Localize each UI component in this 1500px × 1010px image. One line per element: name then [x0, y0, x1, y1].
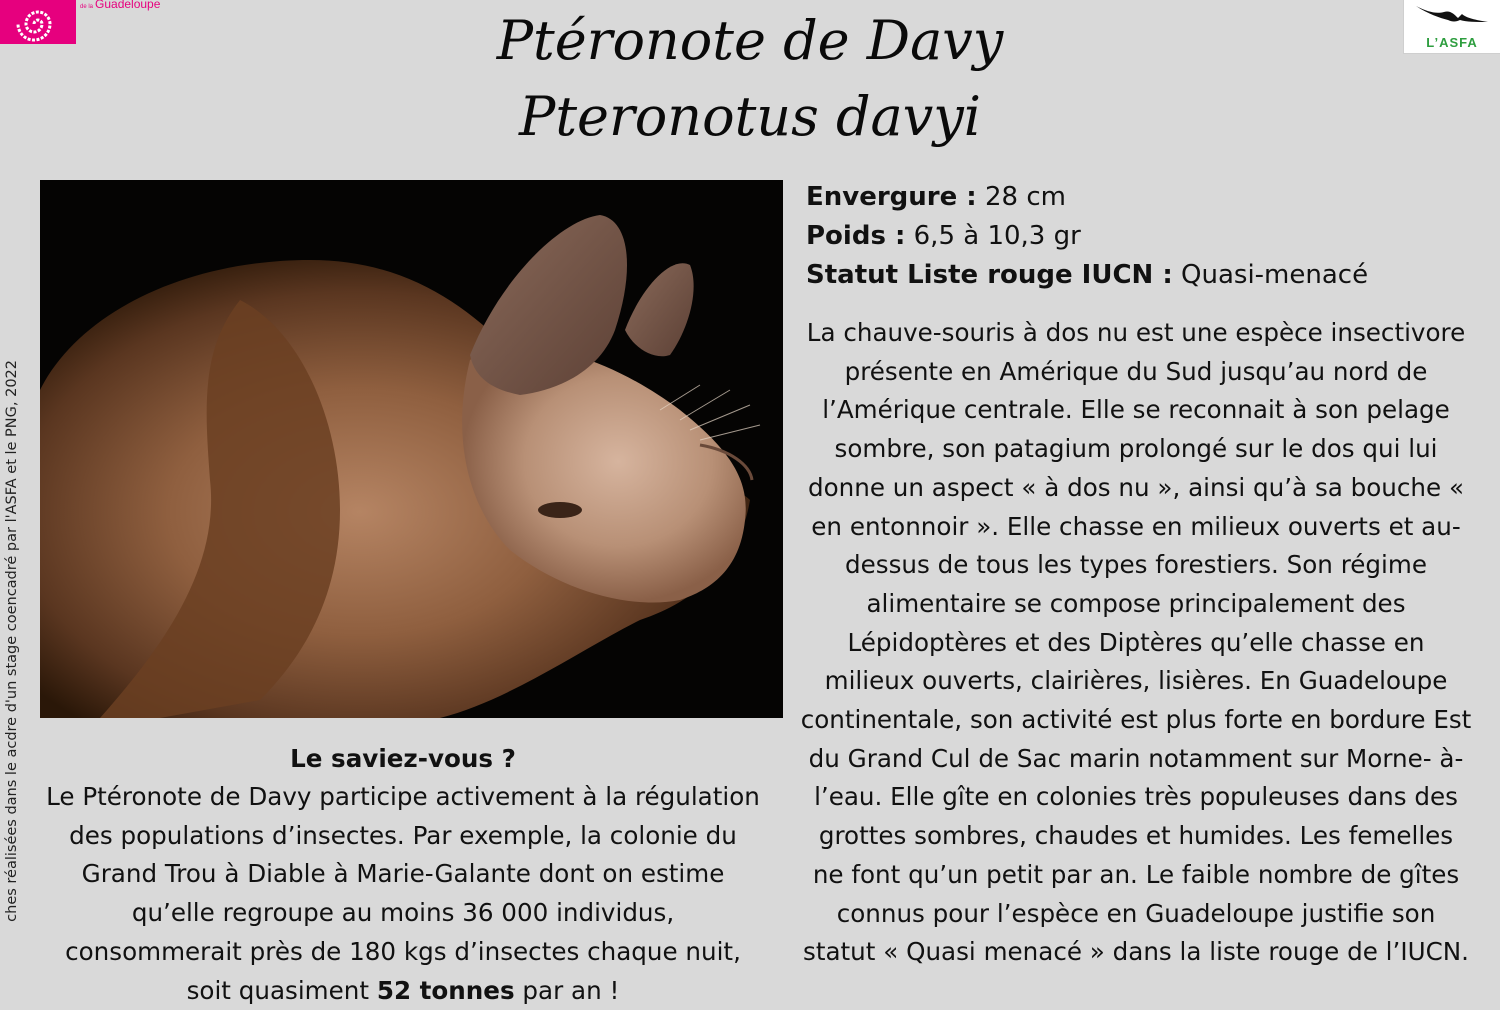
fact-iucn-status-label: Statut Liste rouge IUCN : — [806, 260, 1173, 290]
parc-logo-text — [80, 0, 160, 11]
did-you-know-text-bold: 52 tonnes — [376, 975, 515, 1005]
species-facts — [806, 178, 1486, 295]
parc-logo-text-main: Guadeloupe — [95, 0, 161, 11]
fact-iucn-status-value: Quasi-menacé — [1172, 260, 1369, 290]
bat-illustration — [40, 180, 783, 718]
did-you-know-text-after: par an ! — [514, 975, 620, 1005]
fact-weight — [806, 217, 1486, 256]
page-title-scientific-name: Pteronotus davyi — [518, 85, 981, 148]
fact-wingspan-value: 28 cm — [976, 182, 1066, 212]
credit-vertical-text: ches réalisées dans le acdre d'un stage coencadré par l'ASFA et le PNG, 2022 — [4, 360, 20, 922]
species-description: La chauve-souris à dos nu est une espèce insectivore présente en Amérique du Sud jusqu’au nord de l’Amérique centrale. Elle se reconnait à son pelage sombre, son patagium prolongé sur le dos qui lui donne un aspect « à dos nu », ainsi qu’à sa bouche « en entonnoir ». Elle chasse en milieux ouverts et au-dessus de tous les types forestiers. Son régime alimentaire se compose principalement des Lépidoptères et des Diptères qu’elle chasse en milieux ouverts, clairières, lisières. En Guadeloupe continentale, son activité est plus forte en bordure Est du Grand Cul de Sac marin notamment sur Morne- à- l’eau. Elle gîte en colonies très populeuses dans des grottes sombres, chaudes et humides. Les femelles ne font qu’un petit par an. Le faible nombre de gîtes connus pour l’espèce en Guadeloupe justifie son statut « Quasi menacé » dans la liste rouge de l’IUCN. — [800, 318, 1472, 967]
parc-logo-text-small: de la — [80, 4, 94, 10]
bird-logo-icon — [1414, 0, 1490, 30]
parc-guadeloupe-logo — [0, 0, 76, 44]
fact-weight-value: 6,5 à 10,3 gr — [905, 221, 1081, 251]
fact-iucn-status — [806, 256, 1486, 295]
page-title-common-name: Ptéronote de Davy — [496, 9, 1004, 72]
fact-wingspan — [806, 178, 1486, 217]
bat-photo — [40, 180, 783, 718]
did-you-know-text-before: Le Ptéronote de Davy participe activement à la régulation des populations d’insectes. Par exemple, la colonie du Grand Trou à Diable à Marie-Galante dont on estime qu’elle regroupe au moins 36 000 individus, consommerait près de 180 kgs d’insectes chaque nuit, soit quasiment — [46, 782, 760, 1005]
spiral-logo-icon — [8, 0, 68, 44]
did-you-know-text — [40, 778, 766, 1010]
did-you-know-section — [40, 740, 766, 1010]
asfa-logo-text: L’ASFA — [1426, 35, 1478, 50]
did-you-know-heading: Le saviez-vous ? — [290, 744, 516, 773]
fact-weight-label: Poids : — [806, 221, 906, 251]
asfa-logo — [1403, 0, 1500, 54]
fact-wingspan-label: Envergure : — [806, 182, 977, 212]
